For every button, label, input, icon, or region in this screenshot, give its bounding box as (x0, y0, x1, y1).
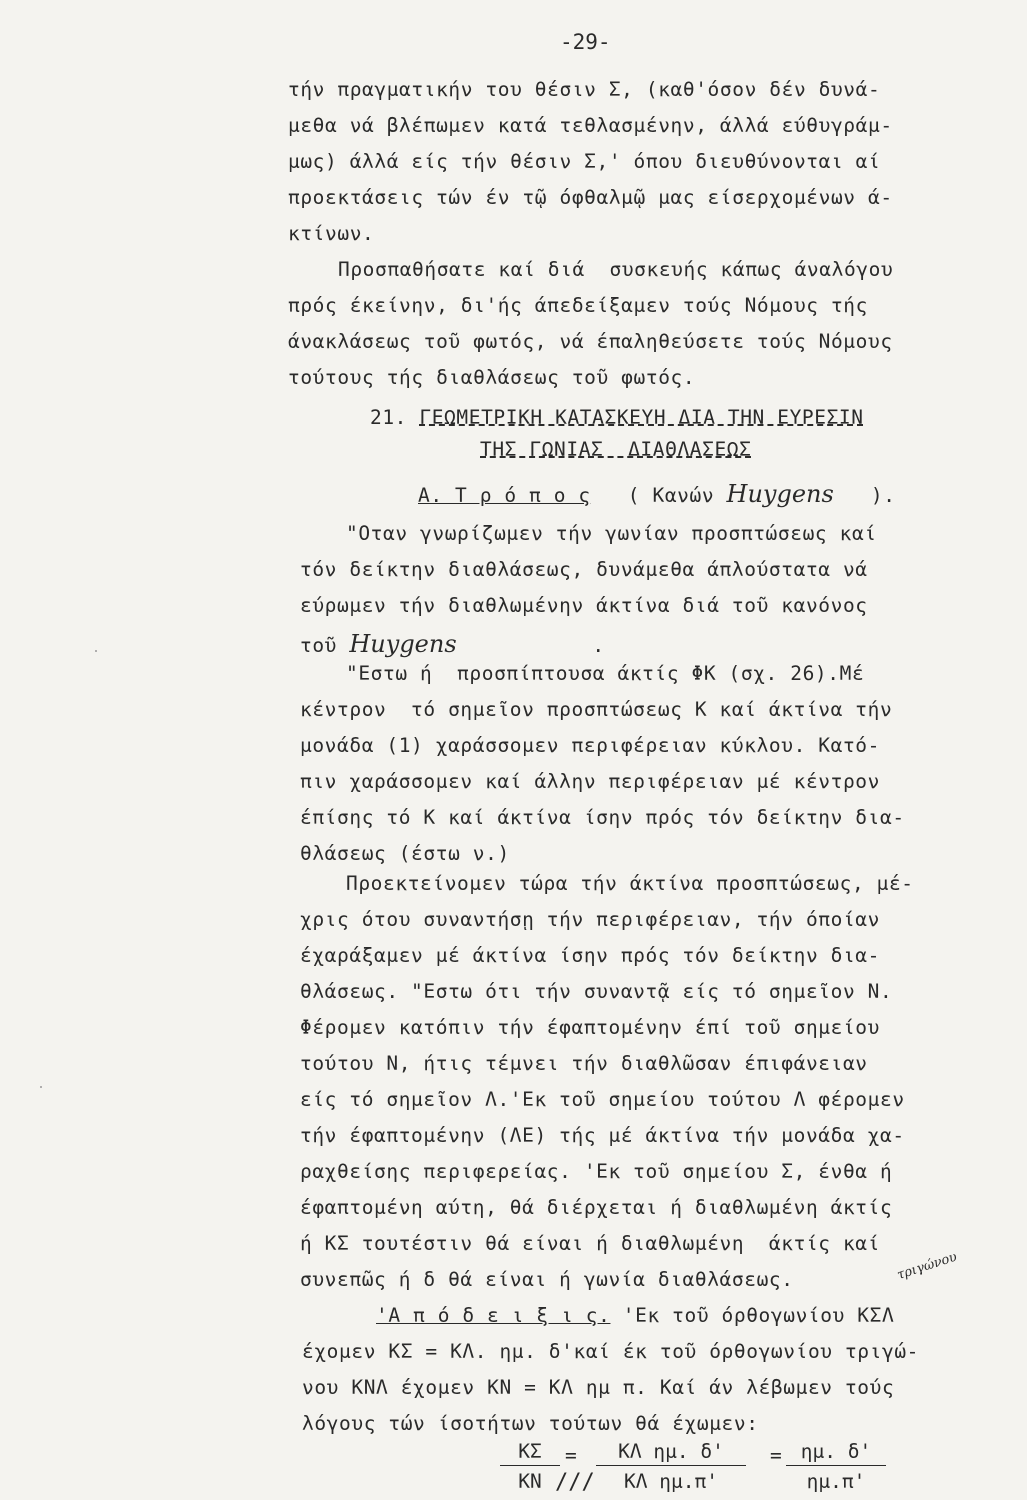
section-number: 21. (370, 406, 408, 429)
section-title-line1: ΓΕΩΜΕΤΡΙΚΗ ΚΑΤΑΣΚΕΥΗ ΔΙΑ ΤΗΝ ΕΥΡΕΣΙΝ (419, 406, 864, 429)
text-line: ή ΚΣ τουτέστιν θά είναι ή διαθλωμένη άκτίς καί (300, 1232, 880, 1255)
continuation-marks: /// (555, 1470, 595, 1495)
fraction-sin-ratio (786, 1440, 886, 1493)
text-line: κτίνων. (288, 222, 375, 245)
text-line: προεκτάσεις τών έν τῷ όφθαλμῷ μας είσερχομένων ά- (288, 186, 893, 209)
equals-sign: = (565, 1444, 577, 1467)
proof-label: 'Α π ό δ ε ι ξ ι ς. (376, 1304, 611, 1327)
text-line: έχαράξαμεν μέ άκτίνα ίσην πρός τόν δείκτην δια- (300, 944, 880, 967)
text-line: εύρωμεν τήν διαθλωμένην άκτίνα διά τοῦ κανόνος (300, 594, 868, 617)
text-line: ραχθείσης περιφερείας. 'Εκ τοῦ σημείου Σ, ένθα ή (300, 1160, 893, 1183)
text-line: πρός έκείνην, δι'ής άπεδείξαμεν τούς Νόμους τής (288, 294, 868, 317)
fraction-denominator: ημ.π' (806, 1470, 866, 1493)
text-line: κέντρον τό σημεῖον προσπτώσεως Κ καί άκτίνα τήν (300, 698, 893, 721)
text-line: "Εστω ή προσπίπτουσα άκτίς ΦΚ (σχ. 26).Μέ (346, 662, 865, 685)
section-heading-cont (480, 438, 751, 461)
text-line: έχομεν ΚΣ = ΚΛ. ημ. δ'καί έκ τοῦ όρθογωνίου τριγώ- (302, 1340, 919, 1363)
fraction-numerator: ημ. δ' (786, 1440, 886, 1466)
rule-prefix: ( Κανών (627, 484, 715, 507)
fraction-denominator: ΚΛ ημ.π' (624, 1470, 718, 1493)
text-line: μεθα νά βλέπωμεν κατά τεθλασμένην, άλλά εύθυγράμ- (288, 114, 893, 137)
handwritten-name: Huygens (349, 630, 457, 658)
text-line: συνεπῶς ή δ θά είναι ή γωνία διαθλάσεως. (300, 1268, 794, 1291)
text-line: Προσπαθήσατε καί διά συσκευής κάπως άναλόγου (338, 258, 894, 281)
text-line: άνακλάσεως τοῦ φωτός, νά έπαληθεύσετε τούς Νόμους (288, 330, 893, 353)
text-fragment: τοῦ (300, 634, 338, 657)
proof-text: 'Εκ τοῦ όρθογωνίου ΚΣΛ (610, 1304, 895, 1327)
text-line: μως) άλλά είς τήν θέσιν Σ,' όπου διευθύνονται αί (288, 150, 881, 173)
method-label: Α. Τ ρ ό π ο ς (418, 484, 591, 507)
text-line: τούτους τής διαθλάσεως τοῦ φωτός. (288, 366, 696, 389)
fraction-numerator: ΚΛ ημ. δ' (596, 1440, 746, 1466)
fraction-ks-kn (500, 1440, 560, 1493)
text-line (300, 630, 605, 658)
fraction-denominator: ΚΝ (518, 1470, 542, 1493)
text-line: λόγους τών ίσοτήτων τούτων θά έχωμεν: (302, 1412, 759, 1435)
text-line: τόν δείκτην διαθλάσεως, δυνάμεθα άπλούστατα νά (300, 558, 868, 581)
handwritten-rule-name: Huygens (726, 480, 834, 508)
text-line: τήν έφαπτομένην (ΛΕ) τής μέ άκτίνα τήν μονάδα χα- (300, 1124, 905, 1147)
margin-annotation: τριγώνου (895, 1249, 959, 1283)
text-line: νου ΚΝΛ έχομεν ΚΝ = ΚΛ ημ π. Καί άν λέβωμεν τούς (302, 1376, 895, 1399)
section-title-line2: ΤΗΣ ΓΩΝΙΑΣ ΔΙΑΘΛΑΣΕΩΣ (480, 438, 752, 461)
scan-speck (40, 1086, 42, 1088)
fraction-kl-sin (596, 1440, 746, 1493)
text-line: μονάδα (1) χαράσσομεν περιφέρειαν κύκλου. Κατό- (300, 734, 880, 757)
rule-suffix: ). (870, 484, 896, 507)
page-number: -29- (560, 30, 611, 54)
equals-sign: = (770, 1444, 782, 1467)
text-line: τούτου Ν, ήτις τέμνει τήν διαθλῶσαν έπιφάνειαν (300, 1052, 868, 1075)
text-line: θλάσεως (έστω ν.) (300, 842, 510, 865)
text-line: χρις ότου συναντήσῃ τήν περιφέρειαν, τήν όποίαν (300, 908, 880, 931)
text-line: θλάσεως. "Εστω ότι τήν συναντᾷ είς τό σημεῖον Ν. (300, 980, 893, 1003)
text-line: έπίσης τό Κ καί άκτίνα ίσην πρός τόν δείκτην δια- (300, 806, 905, 829)
text-line: Προεκτείνομεν τώρα τήν άκτίνα προσπτώσεως, μέ- (346, 872, 914, 895)
text-line: Φέρομεν κατόπιν τήν έφαπτομένην έπί τοῦ σημείου (300, 1016, 880, 1039)
text-line: τήν πραγματικήν του θέσιν Σ, (καθ'όσον δέν δυνά- (288, 78, 881, 101)
method-line (418, 480, 896, 508)
text-line: πιν χαράσσομεν καί άλλην περιφέρειαν μέ κέντρον (300, 770, 880, 793)
fraction-numerator: ΚΣ (500, 1440, 560, 1466)
proof-line (376, 1304, 894, 1327)
scan-speck (95, 650, 97, 652)
text-line: είς τό σημεῖον Λ.'Εκ τοῦ σημείου τούτου Λ φέρομεν (300, 1088, 905, 1111)
text-fragment: . (592, 634, 605, 657)
text-line: έφαπτομένη αύτη, θά διέρχεται ή διαθλωμένη άκτίς (300, 1196, 893, 1219)
section-heading (370, 406, 864, 429)
text-line: "Οταν γνωρίζωμεν τήν γωνίαν προσπτώσεως καί (346, 522, 877, 545)
